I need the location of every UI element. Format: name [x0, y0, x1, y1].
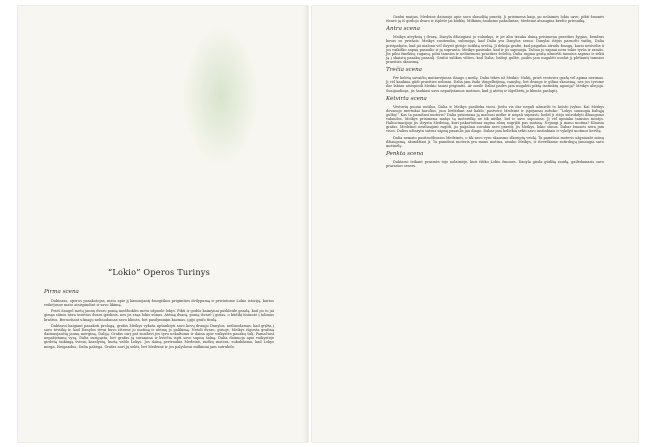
- paragraph: Dalia nemato pasitrodžiusios Medeinės, o tik savo vyro skausmo iškreiptą veidą. Ta pamišusi moteris užgniaužė mūsų džiaugsmą, skundžiasi ji. Ta pamišusi moteris yra mano motina, atsako Meikys, ir išverškame sutirdiųjų įsmaugia savo motinėlę.: [386, 135, 604, 148]
- paragraph: Per keletą savaičių mutiavėjimas išaugo į meilę. Dalia tėkės už Meikio. Naktį, prieš vestuves grafą vėl apima nerimas. Jį vėl kankina gūdi praeities nelimia. Dalia jam žada išsigelbėjimą, ramybę, bet drauge ir gilina skausmą, nes jos tyrume dar labiau atsispindi Meikio tamsi prigimtis. Ar meilė Daliai padės jam nugalėti piktą instinktų agoniją? Meikys abejoja. Susijaudinęs, jis šaukiasi savo nepažįstamos motinos, kad jį atėitų ir išgelbėtų jo klimės paslaptį.: [386, 76, 604, 93]
- paragraph: Grafui matjus, Medeinė dainuoja apie savo skaudžią praeitį. Ji pristmena kaip, po nelaimės lokio urve, pikti žmonės išvarė ją iš girdojo dvaro ir išplėšė jai kūdikį. Milkinių šauksmo pažadintas, Medeinė atsaugina keršto priesaiką.: [386, 15, 604, 24]
- libretto-title: “Lokio” Operos Turinys: [107, 267, 211, 277]
- paragraph: Daktarui teikant prasmės toje nelaimėje, kuri ištiko Lokio žmones, Danyla gieda gūdžią raudą, gailėdamasis savo prarastos sesers.: [386, 159, 604, 168]
- scene-heading-1: Pirma scena: [44, 289, 79, 295]
- scene-heading-5: Penkta scena: [386, 150, 424, 157]
- paper-stain: [183, 26, 258, 166]
- paragraph: Daktaras, operos pasakotojas, mato apie jį kamuojantį žmogiškos prigimties dvilypumą ir pristatome Lokio istoriją, kurios veikėjusoe mato atsispindint ir savo likimą.: [44, 299, 274, 308]
- scene-heading-4: Ketvirta scena: [386, 95, 427, 102]
- scene-heading-2: Antra scena: [386, 26, 420, 33]
- paragraph: Prieš daugel metų jaunų dvaro ponią medžioklės metu užpuolė lokys. Pikti ir godūs kaimynai paskleidė gandą, kad po to jai gimęs sūnus nėra teisėtas dvaro įpėdinis, nes jis esąs lokio sūnus. Atėmę dvarą, ponią išvarė į girias, o kūdikį išsiuntė į tolimus kraštus. Beruošiant ulinago nelinodamas savo klimės, bet pasilyminįm kazmas, įgijo grafo titulą.: [44, 309, 274, 322]
- paragraph: Meikys atvykstą į dvarą. Danyla džiaugiasi jo sulaukęs, ir jie abu trauka dainą prisimena praeities žygius, bendras kovas su priešais. Meikys susitemba, sulimojęs, kad Dalia yra Danylos sesuo. Danylai išėjus paruošti vaišių, Dalia pristpažįsta, kad jai malonu vėl išvysti girioje sutiktą svečią. Ji dėkoja grafui, kad pagailau atradu žmogų, kurio nesivelia ii jos vaikiško sapnų pasaulio ir ją supranta. Meikys pasisako, kad ir jis sapnuoja. Tačiau jo sapnai nėra tokie tyrūs ir ramūs. Jie pilni žmėkiių, raganų, pilni tamsios ir nelinemoso praeities šešėlių. Dalia ragina grafą užmiršti tamsius sapnus ir sekti ją į skaistų pasakų pasaulį. Grafui sulikus vilties, kad Dalia, baltoji gulbė, padės jam nugalėti nuolat jį plėšiantį tamsios praeities skausmą.: [386, 35, 604, 64]
- left-page: [18, 6, 308, 442]
- paragraph: Daktarui baigiant pasakoti prologą, grafas Meikys vykata apšanktyti savo kovų draugo Danylos, neilinodamas, kad grįžta į savo tėviškę ir, kad Danylos tėvai buvo išterne jo motiną ir atėmę jo palikimą. Netoli dvaro, girioje, Meikys išgirsta grafiną daimuojančią jaunų merginą, Daliją. Grafas turį pat susižavi jos tyru nekaltumu ir daina apie vaikystės pasakų šalį. Pamačiusi nepažįstamą vyrą, Dalia susigąsta, bet grafas ją suramina ir kviečia ispti savo sapnų šalną. Dalia dainuoja apie vaikystėje girdėtą taikingą šviesų karalystę, kurią valdo Lokys. Jos dainą pertraukia Medeinė, miškų motera, sukukdama, kad Lokys mirga. Išeigandus, Dalia pabėga. Grafas nori jų sekti, bet Medeinė ir jos palydovai milkiniai jam sutrukdo.: [44, 323, 274, 349]
- right-page: [312, 6, 638, 442]
- scene-heading-3: Trečia scena: [386, 67, 423, 74]
- left-column: [44, 267, 274, 351]
- right-column: [386, 15, 604, 170]
- paragraph: Vestuvių puotai nutilus, Dalia ir Meikys pasilieka vieni. Jiedu vis dar negali užmiršti to keisto įvykio. Kai Meikys dovanojo mertukai karolius, juos bedėdant ant kaklo, pastvėrė Medeinė ir įspėjamai sušuko: “Lokys sunaugia baltąją gulbę!” Kas ta pamišusi moteris? Dalia prisimena ją mačiusi miške ir negali suprasti, kodėl ji stėjo sutrukdyti džiaugsmo valandos. Meikys prisimena matęs tą moteriškę ne tik miške, bet ir savo sapnuose. Jį vėl apninka tamsios mintys. Haliucinacijoje jis išvysta Medeinę, kuri pakartotinai ragina sūnų sugrįžti pas motiną. Nejaugi ji mano motina? Klausia grafas. Medeinei nesiliaujant ragitti, jis pagaliau suvokia savo praeitį: jis Meikys, lokio sūnus. Dabar žmonės nėra jam visos. Dalios užtaryta sutruz sapnų pasaulis jau dingo. Dabar jam beliekia sekti savo instinktais ir vykdyti motinos kerštą.: [386, 104, 604, 134]
